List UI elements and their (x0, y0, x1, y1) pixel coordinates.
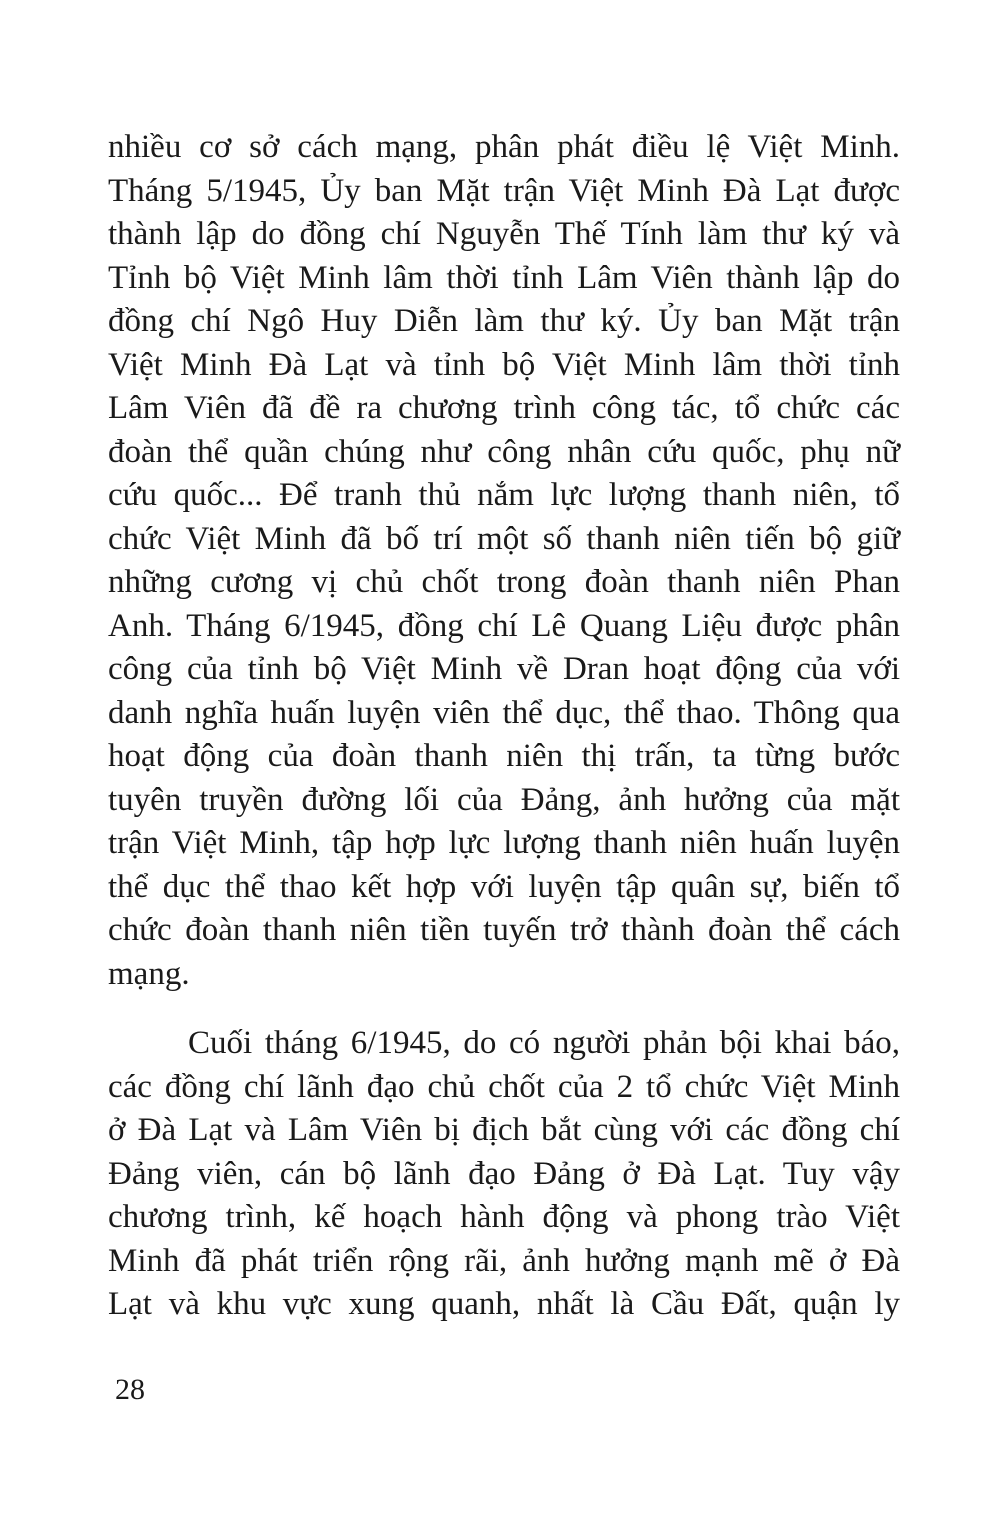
text-line: đoàn thể quần chúng như công nhân cứu quốc, phụ nữ (108, 433, 900, 470)
text-line: Lạt và khu vực xung quanh, nhất là Cầu Đất, quận ly (108, 1286, 900, 1322)
text-line: trận Việt Minh, tập hợp lực lượng thanh niên huấn luyện (108, 825, 900, 861)
text-line: Lâm Viên đã đề ra chương trình công tác, tổ chức các (108, 390, 900, 426)
text-line: Anh. Tháng 6/1945, đồng chí Lê Quang Liệu được phân (108, 607, 900, 644)
text-line: Đảng viên, cán bộ lãnh đạo Đảng ở Đà Lạt. Tuy vậy (108, 1155, 900, 1192)
text-line: công của tỉnh bộ Việt Minh về Dran hoạt động của với (108, 651, 900, 687)
text-line: nhiều cơ sở cách mạng, phân phát điều lệ Việt Minh. (108, 129, 900, 165)
text-line: tuyên truyền đường lối của Đảng, ảnh hưởng của mặt (108, 781, 900, 818)
text-line: Tỉnh bộ Việt Minh lâm thời tỉnh Lâm Viên thành lập do (108, 259, 900, 296)
text-line: cứu quốc... Để tranh thủ nắm lực lượng thanh niên, tổ (108, 477, 900, 513)
text-line: thể dục thể thao kết hợp với luyện tập quân sự, biến tổ (108, 868, 900, 905)
paragraph-2 (108, 1022, 900, 1327)
text-line: Cuối tháng 6/1945, do có người phản bội khai báo, (188, 1025, 900, 1061)
text-line: hoạt động của đoàn thanh niên thị trấn, ta từng bước (108, 738, 900, 774)
text-line: đồng chí Ngô Huy Diễn làm thư ký. Ủy ban Mặt trận (108, 303, 900, 339)
text-line: những cương vị chủ chốt trong đoàn thanh niên Phan (108, 564, 900, 600)
text-line: Tháng 5/1945, Ủy ban Mặt trận Việt Minh Đà Lạt được (108, 172, 900, 209)
text-line: thành lập do đồng chí Nguyễn Thế Tính làm thư ký và (108, 216, 900, 252)
text-line: danh nghĩa huấn luyện viên thể dục, thể thao. Thông qua (108, 694, 900, 731)
text-line: Minh đã phát triển rộng rãi, ảnh hưởng mạnh mẽ ở Đà (108, 1242, 900, 1279)
text-line: Việt Minh Đà Lạt và tỉnh bộ Việt Minh lâm thời tỉnh (108, 346, 900, 383)
text-line: chương trình, kế hoạch hành động và phong trào Việt (108, 1199, 900, 1235)
text-line: chức Việt Minh đã bố trí một số thanh niên tiến bộ giữ (108, 520, 900, 557)
text-line: các đồng chí lãnh đạo chủ chốt của 2 tổ chức Việt Minh (108, 1068, 900, 1105)
text-line: mạng. (108, 955, 190, 992)
text-line: chức đoàn thanh niên tiền tuyến trở thành đoàn thể cách (108, 912, 900, 948)
page-number: 28 (115, 1373, 145, 1406)
text-line: ở Đà Lạt và Lâm Viên bị địch bắt cùng với các đồng chí (108, 1112, 900, 1148)
paragraph-1 (108, 126, 900, 996)
